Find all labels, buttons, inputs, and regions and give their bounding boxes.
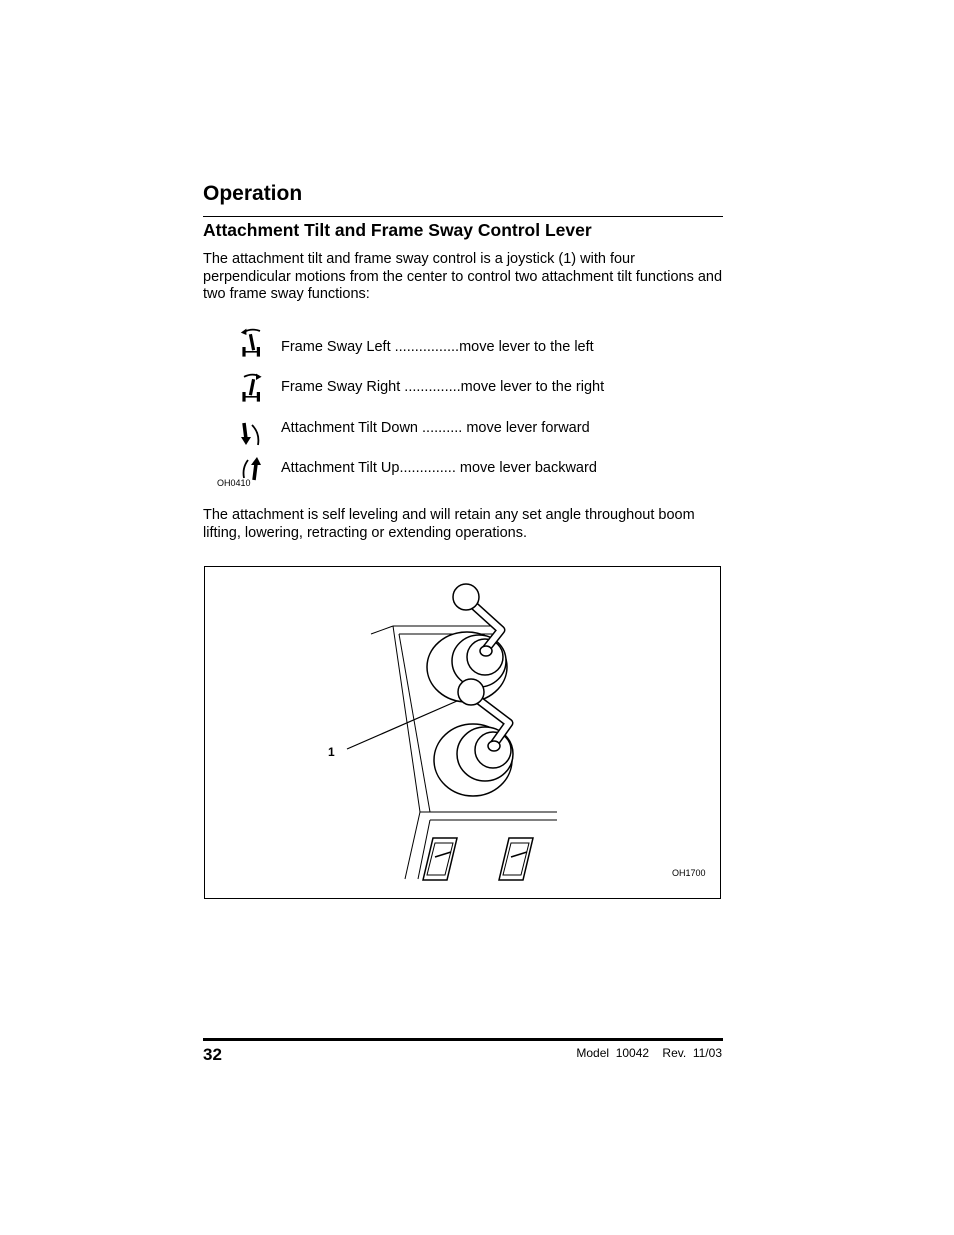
body-paragraph: The attachment is self leveling and will retain any set angle throughout boom lifting, lowering, retracting or extending operations. bbox=[203, 507, 695, 541]
section-title: Operation bbox=[203, 182, 303, 205]
frame-sway-left-icon bbox=[236, 327, 268, 359]
joystick-figure bbox=[204, 566, 721, 899]
joystick-illustration bbox=[205, 567, 720, 898]
footer-rule bbox=[203, 1038, 723, 1041]
page-number: 32 bbox=[203, 1045, 222, 1064]
callout-label: 1 bbox=[328, 745, 335, 759]
frame-sway-right-icon bbox=[236, 372, 268, 404]
subsection-title: Attachment Tilt and Frame Sway Control Lever bbox=[203, 220, 592, 240]
attachment-tilt-down-icon bbox=[236, 419, 268, 451]
function-attachment-tilt-up: Attachment Tilt Up.............. move lever backward bbox=[281, 460, 597, 476]
model-revision: Model 10042 Rev. 11/03 bbox=[576, 1046, 722, 1060]
header-rule bbox=[203, 216, 723, 217]
intro-paragraph: The attachment tilt and frame sway control is a joystick (1) with four perpendicular motions from the center to control two attachment tilt functions and two frame sway functions: bbox=[203, 251, 723, 302]
function-attachment-tilt-down: Attachment Tilt Down .......... move lever forward bbox=[281, 420, 590, 436]
function-frame-sway-right: Frame Sway Right ..............move lever to the right bbox=[281, 379, 605, 395]
function-frame-sway-left: Frame Sway Left ................move lever to the left bbox=[281, 339, 594, 355]
icon-caption: OH0410 bbox=[217, 478, 251, 488]
figure-caption: OH1700 bbox=[672, 868, 706, 878]
